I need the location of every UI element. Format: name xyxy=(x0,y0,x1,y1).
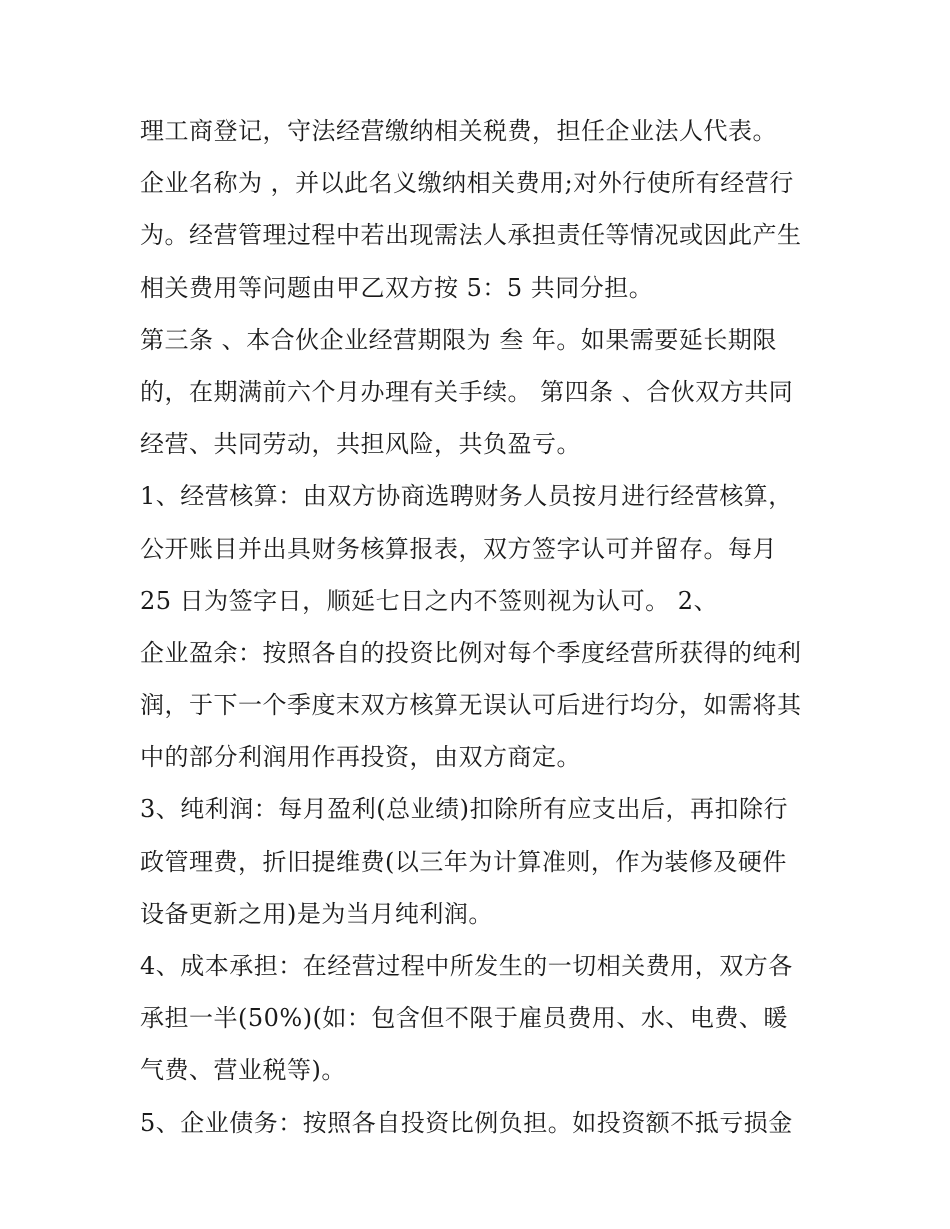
text-line: 第三条 、本合伙企业经营期限为 叁 年。如果需要延长期限 xyxy=(140,325,777,354)
text-line: 企业盈余：按照各自的投资比例对每个季度经营所获得的纯利 xyxy=(140,638,802,667)
text-line: 承担一半(50%)(如：包含但不限于雇员费用、水、电费、暖 xyxy=(140,1004,788,1033)
text-line: 5、企业债务：按照各自投资比例负担。如投资额不抵亏损金 xyxy=(140,1108,793,1137)
text-line: 政管理费，折旧提维费(以三年为计算准则，作为装修及硬件 xyxy=(140,847,787,876)
text-line: 25 日为签字日，顺延七日之内不签则视为认可。 2、 xyxy=(140,586,719,615)
text-line: 相关费用等问题由甲乙双方按 5：5 共同分担。 xyxy=(140,273,654,302)
text-line: 公开账目并出具财务核算报表，双方签字认可并留存。每月 xyxy=(140,534,777,563)
text-line: 企业名称为 ，并以此名义缴纳相关费用;对外行使所有经营行 xyxy=(140,169,794,198)
text-line: 3、纯利润：每月盈利(总业绩)扣除所有应支出后，再扣除行 xyxy=(140,795,788,824)
document-body xyxy=(140,105,840,1149)
text-line: 4、成本承担：在经营过程中所发生的一切相关费用，双方各 xyxy=(140,952,793,980)
text-line: 的，在期满前六个月办理有关手续。 第四条 、合伙双方共同 xyxy=(140,377,794,406)
text-line: 润，于下一个季度末双方核算无误认可后进行均分，如需将其 xyxy=(140,691,802,720)
text-line: 中的部分利润用作再投资，由双方商定。 xyxy=(140,743,581,772)
text-line: 设备更新之用)是为当月纯利润。 xyxy=(140,899,493,928)
text-line: 经营、共同劳动，共担风险，共负盈亏。 xyxy=(140,430,581,459)
text-line: 1、经营核算：由双方协商选聘财务人员按月进行经营核算， xyxy=(140,482,793,511)
text-line: 理工商登记，守法经营缴纳相关税费，担任企业法人代表。 xyxy=(140,117,777,145)
text-line: 为。经营管理过程中若出现需法人承担责任等情况或因此产生 xyxy=(140,221,802,250)
text-line: 气费、营业税等)。 xyxy=(140,1056,346,1085)
